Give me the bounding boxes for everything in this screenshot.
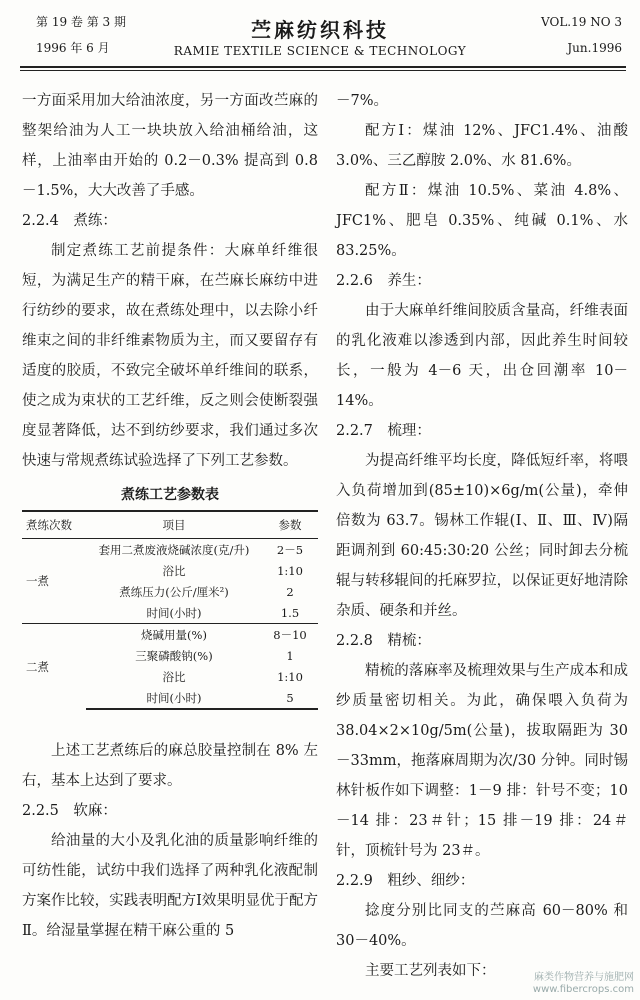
item-cell: 煮练压力(公斤/厘米²) xyxy=(119,584,229,599)
volume-issue-en: VOL.19 NO 3 xyxy=(541,15,622,29)
item-cell: 三聚磷酸钠(%) xyxy=(135,648,213,663)
value-cell: 5 xyxy=(262,687,318,709)
value-cell: 1 xyxy=(286,648,294,663)
item-cell: 浴比 xyxy=(162,563,186,578)
paragraph: 捻度分别比同支的苎麻高 60－80% 和 30－40%。 xyxy=(336,903,628,949)
section-heading-2-2-8: 2.2.8 精梳： xyxy=(336,633,431,649)
header-rule-thin xyxy=(20,70,626,71)
section-heading-2-2-6: 2.2.6 养生： xyxy=(336,273,431,289)
formula-2: 配方Ⅱ：煤油 10.5%、菜油 4.8%、JFC1%、肥皂 0.35%、纯碱 0.1%、水 83.25%。 xyxy=(336,183,628,259)
paragraph: 上述工艺煮练后的麻总胶量控制在 8% 左右，基本上达到了要求。 xyxy=(22,743,318,789)
table-header-row xyxy=(22,511,318,539)
item-cell: 时间(小时) xyxy=(146,605,202,620)
left-column xyxy=(22,86,318,946)
item-cell: 时间(小时) xyxy=(86,687,262,709)
header-rule-thick xyxy=(20,66,626,68)
paragraph: 给油量的大小及乳化油的质量影响纤维的可纺性能，试纺中我们选择了两种乳化液配制方案作比较，实践表明配方Ⅰ效果明显优于配方Ⅱ。给湿量掌握在精干麻公重的 5 xyxy=(22,833,318,939)
column-header: 项目 xyxy=(86,511,262,539)
paragraph: 一方面采用加大给油浓度，另一方面改苎麻的整架给油为人工一块块放入给油桶给油，这样，上油率由开始的 0.2－0.3% 提高到 0.8－1.5%，大大改善了手感。 xyxy=(22,93,318,199)
group-label: 一煮 xyxy=(26,574,49,588)
page-header xyxy=(0,0,640,80)
scouring-parameters-table xyxy=(22,510,318,710)
spacer xyxy=(22,710,318,736)
publication-date-cn: 1996 年 6 月 xyxy=(36,41,110,55)
column-header: 煮练次数 xyxy=(22,511,86,539)
value-cell: 1:10 xyxy=(277,563,303,578)
value-cell: 8－10 xyxy=(262,624,318,646)
item-cell: 套用二煮废液烧碱浓度(克/升) xyxy=(98,542,250,557)
paragraph: 主要工艺列表如下： xyxy=(365,963,496,979)
site-watermark xyxy=(533,972,634,996)
value-cell: 2 xyxy=(286,584,294,599)
watermark-line: 麻类作物营养与施肥网 xyxy=(534,972,634,983)
paragraph: 为提高纤维平均长度，降低短纤率，将喂入负荷增加到(85±10)×6g/m(公量)，牵伸倍数为 63.7。锡林工作辊(Ⅰ、Ⅱ、Ⅲ、Ⅳ)隔距调剂到 60:45:30:20 公丝；同时卸去分梳辊与转移辊间的托麻罗拉，以保证更好地清除杂质、硬条和并丝。 xyxy=(336,453,628,619)
paragraph: 制定煮练工艺前提条件：大麻单纤维很短，为满足生产的精干麻，在苎麻长麻纺中进行纺纱的要求，故在煮练处理中，以去除小纤维束之间的非纤维素物质为主，而又要留存有适度的胶质，不致完全破坏单纤维间的联系，使之成为束状的工艺纤维，反之则会使断裂强度显著降低，达不到纺纱要求，我们通过多次快速与常规煮练试验选择了下列工艺参数。 xyxy=(22,243,318,469)
item-cell: 烧碱用量(%) xyxy=(86,624,262,646)
value-cell: 1.5 xyxy=(280,605,300,620)
table-row xyxy=(22,624,318,646)
value-cell: 2－5 xyxy=(276,542,304,557)
paragraph: －7%。 xyxy=(336,93,389,109)
journal-title-en: RAMIE TEXTILE SCIENCE & TECHNOLOGY xyxy=(173,44,467,58)
volume-issue: 第 19 卷 第 3 期 xyxy=(36,15,126,29)
journal-title-cn: 苎麻纺织科技 xyxy=(251,18,389,42)
section-heading-2-2-5: 2.2.5 软麻： xyxy=(22,803,117,819)
table-title: 煮练工艺参数表 xyxy=(121,487,219,503)
value-cell: 1:10 xyxy=(277,669,303,684)
section-heading-2-2-9: 2.2.9 粗纱、细纱： xyxy=(336,873,475,889)
formula-1: 配方Ⅰ：煤油 12%、JFC1.4%、油酸 3.0%、三乙醇胺 2.0%、水 81.6%。 xyxy=(336,123,628,169)
watermark-line: www.fibercrops.com xyxy=(532,984,634,995)
paragraph: 精梳的落麻率及梳理效果与生产成本和成纱质量密切相关。为此，确保喂入负荷为 38.04×2×10g/5m(公量)，拔取隔距为 30－33mm，拖落麻周期为次/30 分钟。同时锡林针板作如下调整：1－9 排：针号不变；10－14 排：23＃针；15 排－19 排：24＃针，顶梳针号为 23＃。 xyxy=(336,663,628,859)
section-heading-2-2-4: 2.2.4 煮练： xyxy=(22,213,117,229)
section-heading-2-2-7: 2.2.7 梳理： xyxy=(336,423,431,439)
table-row xyxy=(22,539,318,561)
group-label: 二煮 xyxy=(22,624,86,710)
paragraph: 由于大麻单纤维间胶质含量高，纤维表面的乳化液难以渗透到内部，因此养生时间较长，一般为 4－6 天，出仓回潮率 10－14%。 xyxy=(336,303,628,409)
item-cell: 浴比 xyxy=(162,669,186,684)
publication-date-en: Jun.1996 xyxy=(567,41,622,55)
column-header: 参数 xyxy=(262,511,318,539)
right-column xyxy=(336,86,628,986)
